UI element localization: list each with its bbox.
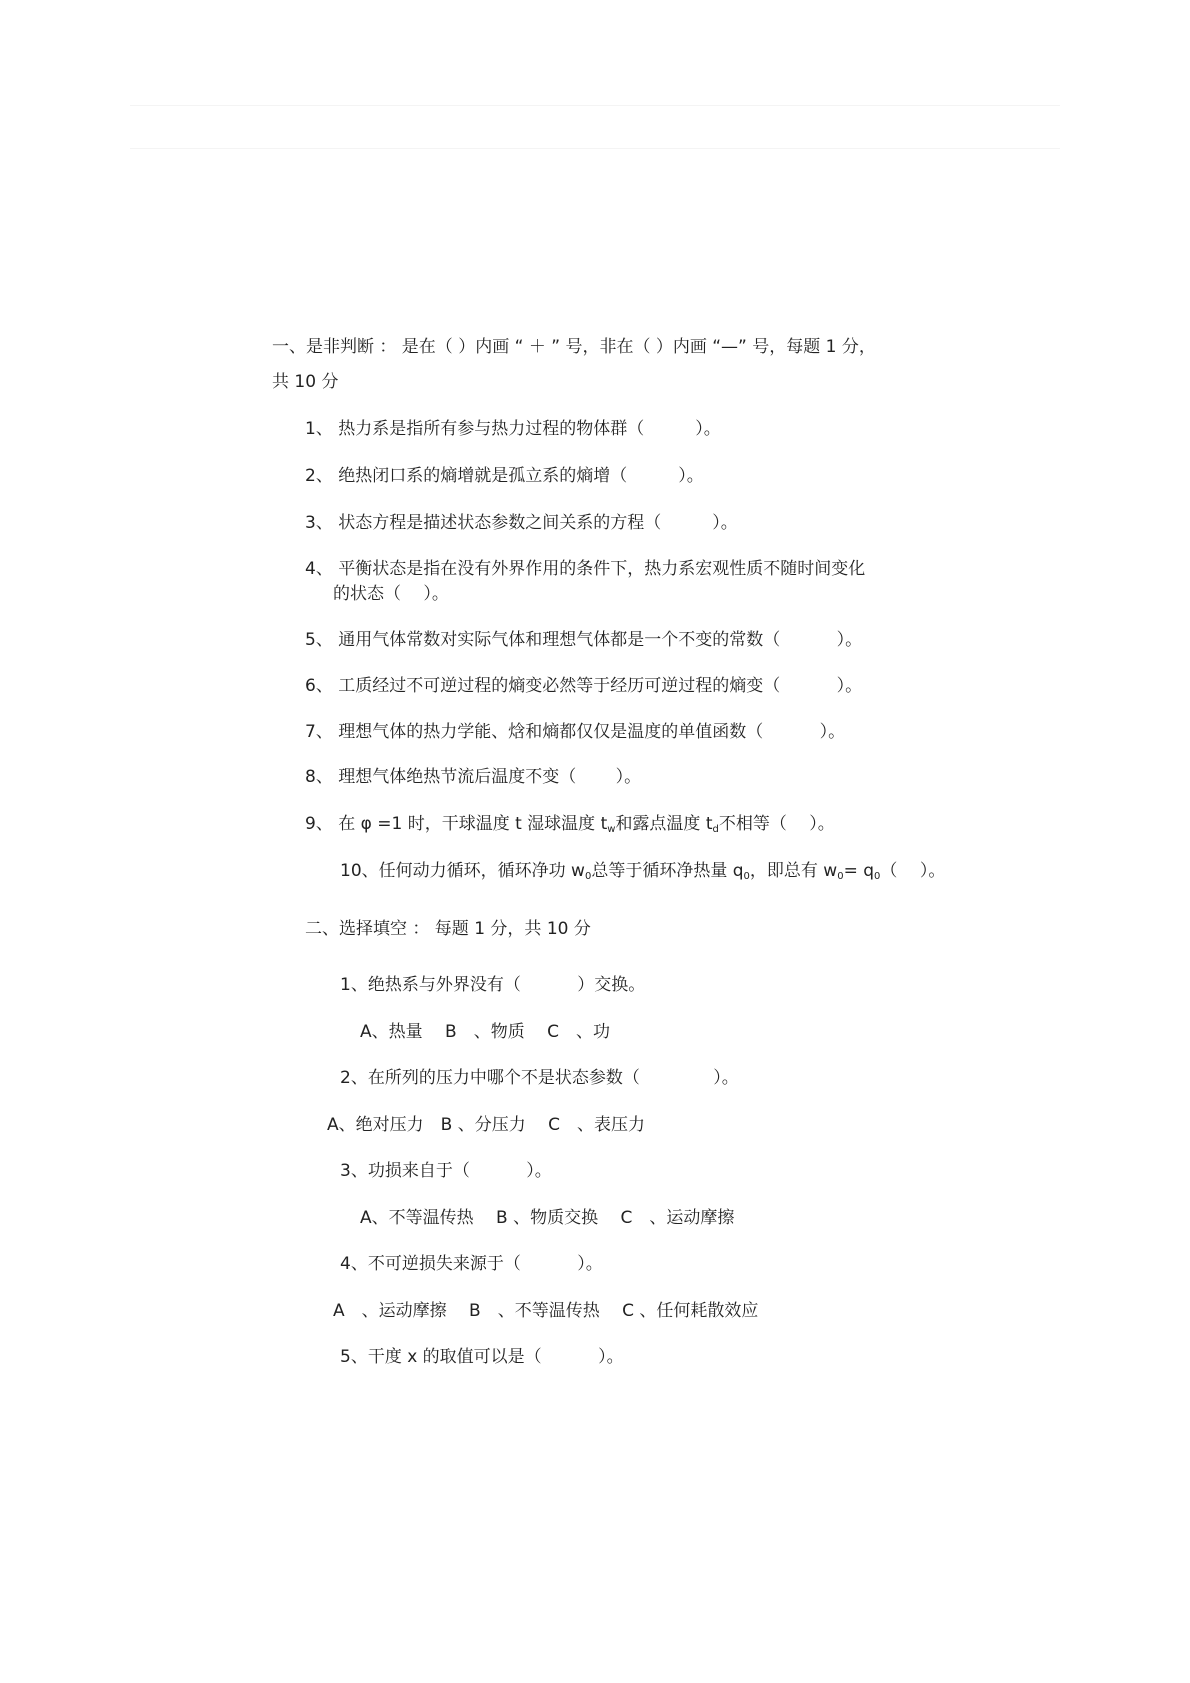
subscript-0: 0 (743, 871, 750, 882)
question-2: 2、 绝热闭口系的熵增就是孤立系的熵增（ ）。 (305, 466, 704, 486)
subscript-w: w (607, 824, 616, 835)
question-3: 3、 状态方程是描述状态参数之间关系的方程（ ）。 (305, 513, 738, 533)
question-10-text-a: 10、任何动力循环，循环净功 w (340, 861, 585, 881)
choice-question-1: 1、绝热系与外界没有（ ）交换。 (340, 975, 646, 995)
question-9-text-b: 和露点温度 t (615, 814, 713, 834)
question-9 (305, 813, 835, 841)
question-1: 1、 热力系是指所有参与热力过程的物体群（ ）。 (305, 419, 721, 439)
question-10-text-b: 总等于循环净热量 q (591, 861, 744, 881)
question-4-line1: 4、 平衡状态是指在没有外界作用的条件下，热力系宏观性质不随时间变化 (305, 559, 866, 579)
choice-question-2: 2、在所列的压力中哪个不是状态参数（ ）。 (340, 1068, 739, 1088)
subscript-0: 0 (584, 871, 592, 882)
question-7: 7、 理想气体的热力学能、焓和熵都仅仅是温度的单值函数（ ）。 (305, 722, 846, 742)
section2-heading: 二、选择填空 ： 每题 1 分，共 10 分 (305, 919, 591, 939)
choice-question-4-options: A 、运动摩擦 B 、不等温传热 C 、任何耗散效应 (333, 1301, 759, 1321)
question-9-text-a: 9、 在 φ =1 时，干球温度 t 湿球温度 t (305, 814, 608, 834)
faint-rule (130, 105, 1060, 106)
section1-heading-line2: 共 10 分 (272, 372, 339, 392)
choice-question-4: 4、不可逆损失来源于（ ）。 (340, 1254, 603, 1274)
question-10 (340, 860, 945, 888)
choice-question-1-options: A、热量 B 、物质 C 、功 (360, 1022, 610, 1042)
question-10-text-d: = q (843, 861, 875, 881)
subscript-0: 0 (874, 871, 881, 882)
choice-question-3-options: A、不等温传热 B 、物质交换 C 、运动摩擦 (360, 1208, 735, 1228)
question-4-line2: 的状态（ ）。 (333, 584, 449, 604)
choice-question-5: 5、干度 x 的取值可以是（ ）。 (340, 1347, 624, 1367)
question-9-text-c: 不相等（ ）。 (718, 814, 835, 834)
faint-rule (130, 148, 1060, 149)
question-8: 8、 理想气体绝热节流后温度不变（ ）。 (305, 767, 642, 787)
subscript-0: 0 (837, 871, 844, 882)
question-6: 6、 工质经过不可逆过程的熵变必然等于经历可逆过程的熵变（ ）。 (305, 676, 863, 696)
choice-question-2-options: A、绝对压力 B 、分压力 C 、表压力 (327, 1115, 645, 1135)
choice-question-3: 3、功损来自于（ ）。 (340, 1161, 552, 1181)
section1-heading-line1: 一、是非判断 ： 是在（ ）内画 “ ＋ ” 号，非在（ ）内画 “—” 号，每题 1 分， (272, 337, 876, 357)
question-5: 5、 通用气体常数对实际气体和理想气体都是一个不变的常数（ ）。 (305, 630, 863, 650)
question-10-text-c: ，即总有 w (749, 861, 838, 881)
subscript-d: d (712, 824, 719, 835)
question-10-text-e: （ ）。 (880, 861, 946, 881)
